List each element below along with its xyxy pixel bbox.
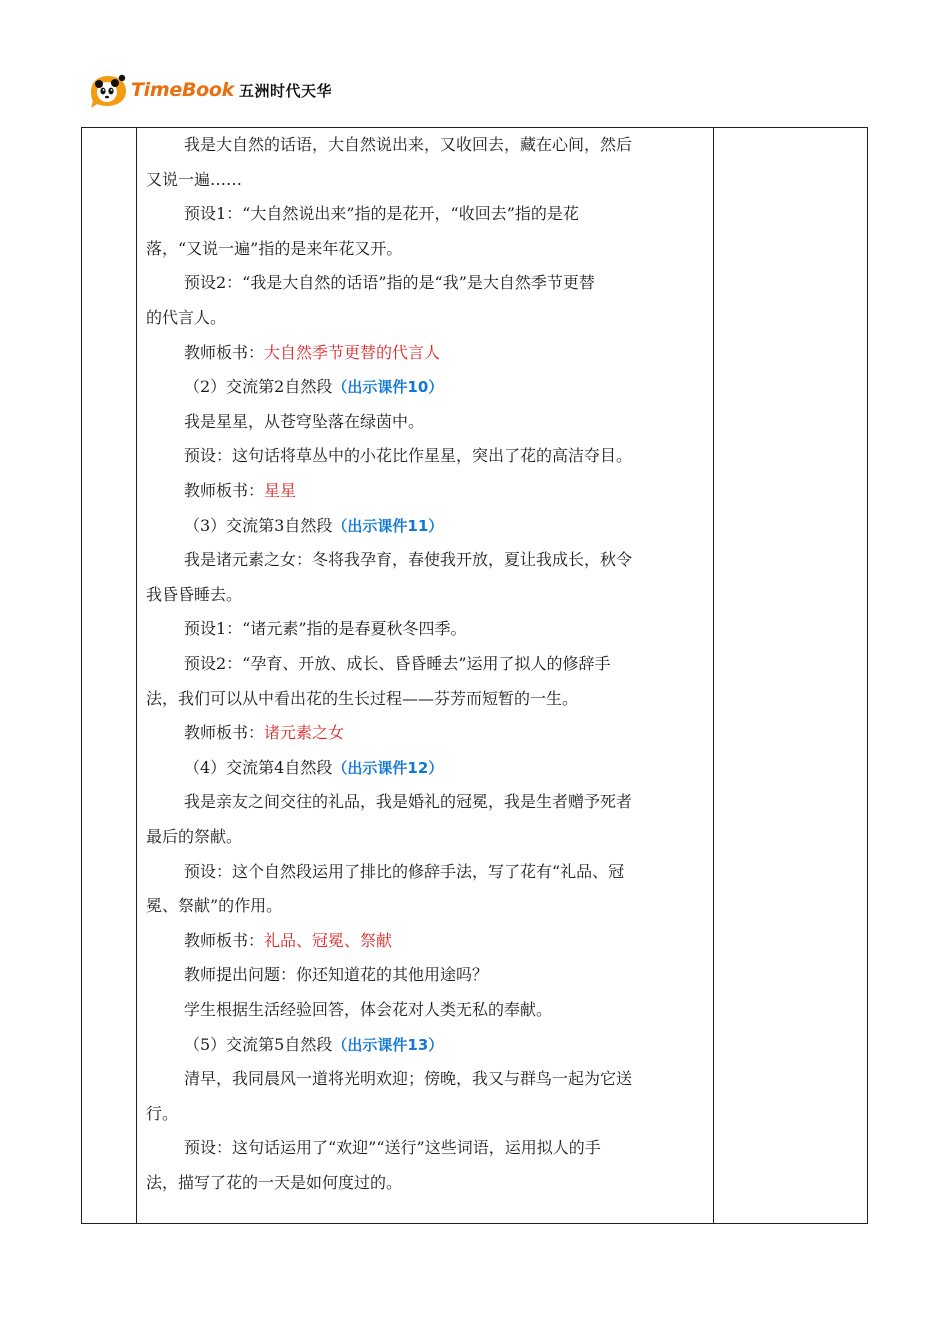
line-text: 预设1：“大自然说出来”指的是花开，“收回去”指的是花 (184, 204, 579, 224)
text-line (146, 577, 242, 613)
text-line (146, 1165, 402, 1201)
panda-mascot-icon (88, 70, 128, 110)
text-line (146, 854, 624, 890)
text-line (146, 265, 595, 301)
column-divider-left (136, 128, 137, 1223)
text-line (146, 300, 226, 336)
text-line (146, 992, 552, 1028)
brand-name: TimeBook (131, 79, 234, 101)
text-line (146, 438, 632, 474)
text-line (146, 750, 443, 786)
text-line (146, 1130, 601, 1166)
courseware-label: （出示课件11） (332, 516, 444, 535)
text-line (146, 819, 242, 855)
text-line (146, 231, 402, 267)
text-line (146, 1027, 443, 1063)
board-note: 礼品、冠冕、祭献 (264, 930, 393, 950)
text-line (146, 1061, 632, 1097)
courseware-label: （出示课件10） (332, 378, 444, 397)
line-text: 又说一遍…… (146, 169, 243, 189)
line-text: 最后的祭献。 (146, 827, 243, 846)
line-text: 预设：这句话运用了“欢迎”“送行”这些词语，运用拟人的手 (184, 1138, 601, 1158)
text-line (146, 611, 467, 647)
text-line (146, 335, 440, 371)
line-text: 学生根据生活经验回答，体会花对人类无私的奉献。 (184, 1000, 553, 1019)
line-text: （2）交流第2自然段 (184, 377, 333, 397)
line-text: 我昏昏睡去。 (146, 584, 243, 604)
board-note: 诸元素之女 (264, 723, 345, 743)
line-text: 冕、祭献”的作用。 (146, 896, 283, 916)
text-line (146, 957, 488, 993)
text-line (146, 369, 443, 405)
line-text: 教师板书： (184, 481, 265, 500)
courseware-label: （出示课件13） (332, 1035, 444, 1054)
text-line (146, 473, 296, 509)
courseware-label: （出示课件12） (332, 758, 444, 777)
line-text: 教师板书： (184, 723, 265, 743)
line-text: 法，我们可以从中看出花的生长过程——芬芳而短暂的一生。 (146, 688, 579, 708)
board-note: 大自然季节更替的代言人 (264, 342, 441, 362)
text-line (146, 508, 443, 544)
text-line (146, 681, 578, 717)
board-note: 星星 (264, 481, 297, 500)
line-text: 清早，我同晨风一道将光明欢迎；傍晚，我又与群鸟一起为它送 (184, 1069, 633, 1089)
line-text: 预设2：“孕育、开放、成长、昏昏睡去”运用了拟人的修辞手 (184, 654, 611, 673)
text-line (146, 1096, 178, 1132)
line-text: 落，“又说一遍”指的是来年花又开。 (146, 238, 403, 258)
line-text: 我是星星，从苍穹坠落在绿茵中。 (184, 411, 425, 431)
line-text: 我是诸元素之女：冬将我孕育，春使我开放，夏让我成长，秋令 (184, 550, 633, 570)
line-text: 教师提出问题：你还知道花的其他用途吗？ (184, 965, 489, 985)
text-line (146, 196, 579, 232)
line-text: 的代言人。 (146, 308, 227, 327)
line-text: 行。 (146, 1103, 179, 1123)
text-line (146, 715, 344, 751)
line-text: 教师板书： (184, 342, 265, 362)
line-text: 我是亲友之间交往的礼品，我是婚礼的冠冕，我是生者赠予死者 (184, 792, 633, 812)
text-line (146, 888, 282, 924)
brand-name-chinese: 五洲时代天华 (238, 81, 332, 100)
text-line (146, 784, 632, 820)
line-text: 预设2：“我是大自然的话语”指的是“我”是大自然季节更替 (184, 273, 595, 293)
line-text: 预设：这个自然段运用了排比的修辞手法，写了花有“礼品、冠 (184, 861, 625, 881)
line-text: 我是大自然的话语，大自然说出来，又收回去，藏在心间，然后 (184, 135, 633, 154)
line-text: 法，描写了花的一天是如何度过的。 (146, 1173, 403, 1192)
text-line (146, 127, 632, 163)
line-text: 预设：这句话将草丛中的小花比作星星，突出了花的高洁夺目。 (184, 446, 633, 466)
text-line (146, 404, 424, 440)
line-text: 预设1：“诸元素”指的是春夏秋冬四季。 (184, 619, 467, 639)
text-line (146, 646, 611, 682)
text-line (146, 162, 242, 198)
timebook-logo (88, 70, 332, 110)
text-line (146, 542, 632, 578)
text-line (146, 923, 392, 959)
line-text: 教师板书： (184, 930, 265, 950)
line-text: （5）交流第5自然段 (184, 1034, 333, 1054)
line-text: （3）交流第3自然段 (184, 515, 333, 535)
column-divider-right (713, 128, 714, 1223)
line-text: （4）交流第4自然段 (184, 757, 333, 777)
